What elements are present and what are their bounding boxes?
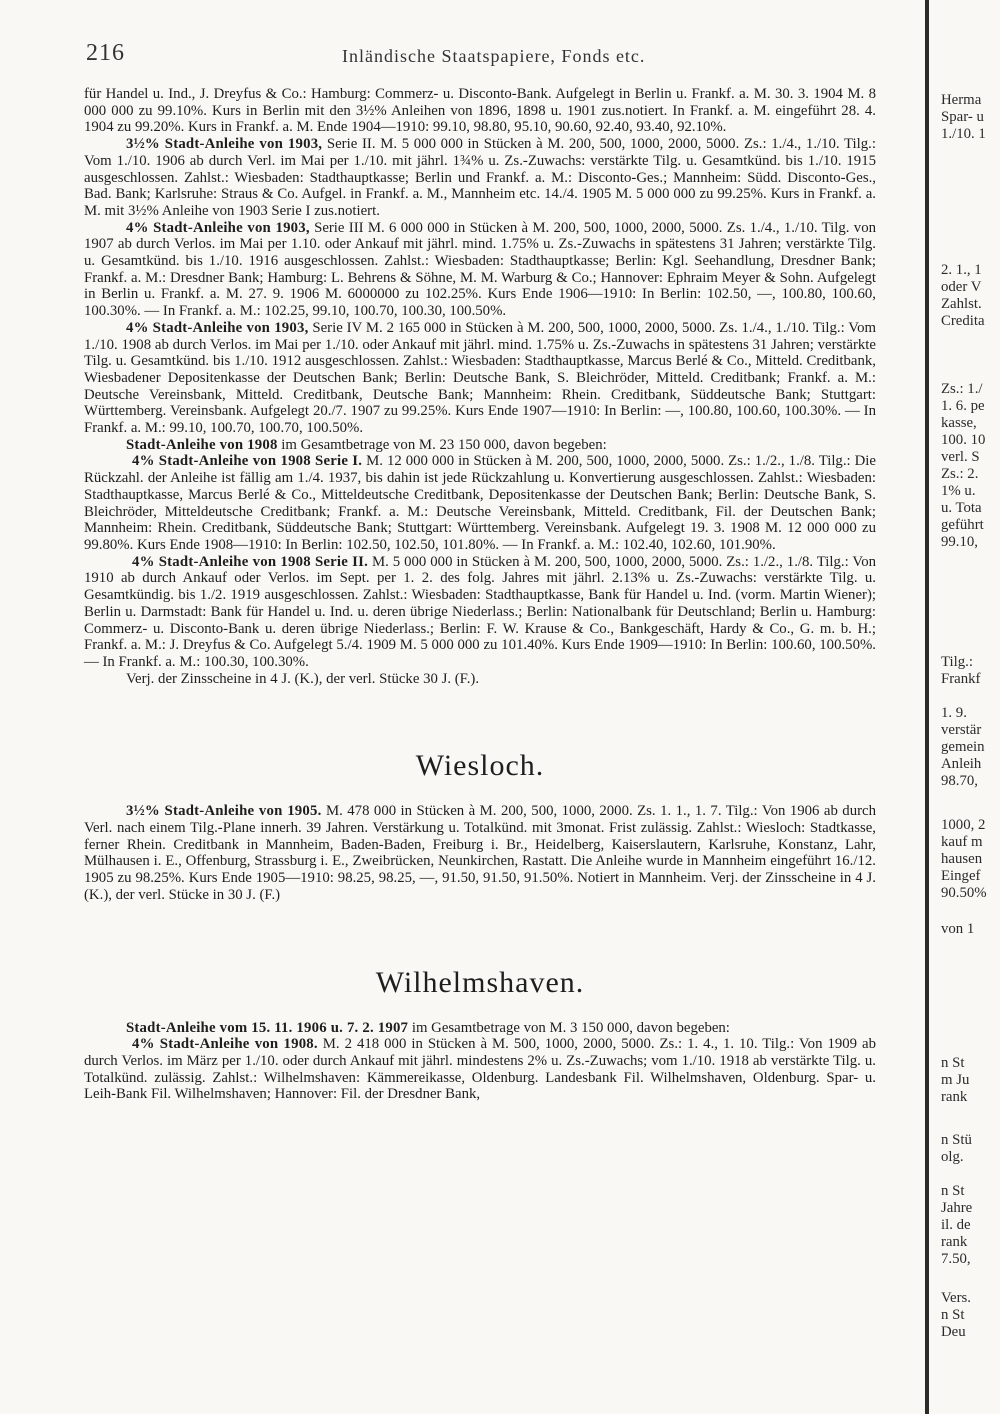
right-column-fragment: Tilg.: — [941, 654, 973, 670]
right-column-fragment: 7.50, — [941, 1251, 971, 1267]
text-run: im Gesamtbetrage von M. 23 150 000, davon begeben: — [277, 436, 607, 453]
city-heading: Wilhelmshaven. — [375, 965, 585, 999]
right-column-fragment: rank — [941, 1089, 968, 1105]
right-column-fragment: kauf m — [941, 834, 983, 850]
text-paragraph — [84, 136, 876, 220]
text-paragraph — [84, 453, 876, 553]
right-column-fragment: n St — [941, 1307, 965, 1323]
right-column-fragment: Spar- u — [941, 109, 984, 125]
right-column-fragment: Vers. — [941, 1290, 971, 1306]
right-column-fragment: n Stü — [941, 1132, 972, 1148]
text-run: für Handel u. Ind., J. Dreyfus & Co.: Hamburg: Commerz- u. Disconto-Bank. Aufgelegt in Berlin u. Frankf. a. M. 30. 3. 1904 M. 8 000 000 zu 99.10%. Kurs in Berlin mit den 3½% Anleihen von 1896, 1898 u. 1901 zus.notiert. In Frankf. a. M. eingeführt 28. 4. 1904 zu 99.20%. Kurs in Frankf. a. M. Ende 1904—1910: 99.10, 98.80, 95.10, 90.60, 92.40, 93.40, 92.10%. — [84, 86, 876, 136]
right-column-fragment: rank — [941, 1234, 968, 1250]
right-column-fragment: 1. 6. pe — [941, 398, 985, 414]
right-column-fragment: Eingef — [941, 868, 981, 884]
text-paragraph — [84, 220, 876, 320]
right-column-fragment: Herma — [941, 92, 982, 108]
text-run: M. 478 000 in Stücken à M. 200, 500, 1000, 2000. Zs. 1. 1., 1. 7. Tilg.: Von 1906 ab durch Verl. nach einem Tilg.-Plane innerh. 39 Jahren. Verstärkung u. Totalkünd. mit 3monat. Frist zulässig. Zahlst.: Wiesloch: Stadtkasse, ferner Rhein. Creditbank in Mannheim, Baden-Baden, Freiburg i. Br., Heidelberg, Kaiserslautern, Karlsruhe, Konstanz, Lahr, Mülhausen i. E., Offenburg, Strassburg i. E., Zweibrücken, Neunkirchen, Rastatt. Die Anleihe wurde in Mannheim eingeführt 16./12. 1905 zu 98.25%. Kurs Ende 1905—1910: 98.25, 98.25, —, 91.50, 91.50, 91.50%. Notiert in Mannheim. Verj. der Zinsscheine in 4 J. (K.), der verl. Stücke in 30 J. (F.) — [84, 803, 876, 903]
text-run: M. 12 000 000 in Stücken à M. 200, 500, 1000, 2000, 5000. Zs.: 1./2., 1./8. Tilg.: Die Rückzahl. der Anleihe ist fällig am 1./4. 1937, bis dahin ist jede Rückzahlung u. Konvertierung ausgeschlossen. Zahlst.: Wiesbaden: Stadthauptkasse, Marcus Berlé & Co., Mitteldeutsche Creditbank, Depositenkasse der Deutschen Bank; Berlin: Deutsche Bank, S. Bleichröder, Mitteldeutsche Creditbank; Frankf. a. M.: Deutsche Vereinsbank, Mitteld. Creditbank, Fil. der Deutschen Bank; Mannheim: Rhein. Creditbank, Süddeutsche Bank; Stuttgart: Württemberg. Vereinsbank. Aufgelegt 19. 3. 1908 M. 12 000 000 zu 99.80%. Kurs Ende 1908—1910: In Berlin: 102.50, 102.50, 101.80%. — In Frankf. a. M.: 102.40, 102.60, 101.90%. — [84, 453, 876, 553]
page-header — [86, 40, 666, 70]
right-column-fragment: Deu — [941, 1324, 966, 1340]
right-column-fragment: il. de — [941, 1217, 971, 1233]
main-text-column — [84, 86, 876, 1103]
right-column-fragment: Anleih — [941, 756, 982, 772]
right-column-fragment: 1% u. — [941, 483, 976, 499]
column-divider — [925, 0, 929, 1414]
right-column-fragment: Zahlst. — [941, 296, 982, 312]
bond-title: 4% Stadt-Anleihe von 1903, — [126, 319, 309, 336]
right-column-fragment: Zs.: 1./ — [941, 381, 983, 397]
bond-title: 4% Stadt-Anleihe von 1908. — [132, 1036, 318, 1053]
bond-title: 3½% Stadt-Anleihe von 1903, — [126, 136, 323, 153]
right-column-fragment: 1. 9. — [941, 705, 967, 721]
bond-title: Stadt-Anleihe von 1908 — [126, 436, 278, 453]
text-run: M. 2 418 000 in Stücken à M. 500, 1000, 2000, 5000. Zs.: 1. 4., 1. 10. Tilg.: Von 1909 ab durch Verlos. im März per 1./10. oder durch Ankauf mit jährl. mindestens 2% u. Zs.-Zuwachs; vom 1./10. 1918 ab verstärkte Tilg. u. Totalkünd. zulässig. Zahlst.: Wilhelmshaven: Kämmereikasse, Oldenburg. Landesbank Fil. Wilhelmshaven, Oldenburg. Spar- u. Leih-Bank Fil. Wilhelmshaven; Hannover: Fil. der Dresdner Bank, — [84, 1036, 876, 1103]
right-column-fragment: Jahre — [941, 1200, 973, 1216]
right-column-fragment: Frankf — [941, 671, 981, 687]
text-run: Serie IV M. 2 165 000 in Stücken à M. 200, 500, 1000, 2000, 5000. Zs. 1./4., 1./10. Tilg.: Vom 1./10. 1908 ab durch Verlos. im Mai per 1./10. oder Ankauf mit jährl. mind. 1.75% u. Zs.-Zuwachs in spätestens 31 Jahren; verstärkte Tilg. u. Gesamtkünd. bis 1./10. 1912 ausgeschlossen. Zahlst.: Wiesbaden: Stadthauptkasse, Marcus Berlé & Co., Mitteld. Creditbank, Wiesbadener Depositenkasse der Deutschen Bank; Berlin: Deutsche Bank, S. Bleichröder, Mitteld. Creditbank; Frankf. a. M.: Deutsche Vereinsbank, Mitteld. Creditbank, Deutsche Bank; Mannheim: Rhein. Creditbank, Süddeutsche Bank; Stuttgart: Württemberg. Vereinsbank. Aufgelegt 20./7. 1907 zu 99.25%. Kurs Ende 1907—1910: In Berlin: —, 100.80, 100.60, 100.30%. — In Frankf. a. M.: 99.10, 100.70, 100.70, 100.50%. — [84, 319, 876, 437]
right-column-fragment: verstär — [941, 722, 982, 738]
text-paragraph — [84, 1020, 876, 1037]
right-column-fragment: 100. 10 — [941, 432, 986, 448]
right-column-fragment: n St — [941, 1183, 965, 1199]
right-column-fragment: n St — [941, 1055, 965, 1071]
bond-title: 4% Stadt-Anleihe von 1908 Serie I. — [132, 453, 363, 470]
right-column-fragment: geführt — [941, 517, 984, 533]
right-column-fragment: u. Tota — [941, 500, 982, 516]
text-run: Serie III M. 6 000 000 in Stücken à M. 200, 500, 1000, 2000, 5000. Zs. 1./4., 1./10. Tilg. von 1907 ab durch Verlos. im Mai per 1.10. oder Ankauf mit jährl. mind. 1.75% u. Zs.-Zuwachs in spätestens 31 Jahren; verstärkte Tilg. u. Gesamtkünd. bis 1./10. 1916 ausgeschlossen. Zahlst.: Wiesbaden: Stadthauptkasse; Berlin: Kgl. Seehandlung, Dresdner Bank; Frankf. a. M.: Dresdner Bank; Hamburg: L. Behrens & Söhne, M. M. Warburg & Co.; Hannover: Ephraim Meyer & Sohn. Aufgelegt in Berlin u. Frankf. a. M. 27. 9. 1906 M. 6000000 zu 102.25%. Kurs Ende 1906—1910: In Berlin: 102.50, —, 100.80, 100.60, 100.30%. — In Frankf. a. M.: 102.25, 99.10, 100.70, 100.30, 100.50%. — [84, 219, 876, 320]
text-run: Verj. der Zinsscheine in 4 J. (K.), der verl. Stücke 30 J. (F.). — [126, 670, 480, 687]
city-heading: Wiesloch. — [415, 749, 545, 783]
right-column-fragment: verl. S — [941, 449, 980, 465]
bond-title: 4% Stadt-Anleihe von 1903, — [126, 219, 310, 236]
page-number: 216 — [86, 40, 125, 66]
right-column-fragment: oder V — [941, 279, 982, 295]
text-paragraph — [84, 554, 876, 671]
right-column-fragment: 1./10. 1 — [941, 126, 986, 142]
text-paragraph — [84, 437, 876, 454]
text-paragraph — [84, 1036, 876, 1103]
bond-title: Stadt-Anleihe vom 15. 11. 1906 u. 7. 2. 1907 — [126, 1019, 409, 1036]
right-column-fragment: 99.10, — [941, 534, 978, 550]
right-column-cropped — [941, 0, 1000, 1414]
right-column-fragment: gemein — [941, 739, 985, 755]
right-column-fragment: 1000, 2 — [941, 817, 986, 833]
right-column-fragment: Credita — [941, 313, 985, 329]
right-column-fragment: von 1 — [941, 921, 975, 937]
right-column-fragment: 98.70, — [941, 773, 978, 789]
right-column-fragment: 90.50% — [941, 885, 987, 901]
text-paragraph — [84, 320, 876, 437]
bond-title: 4% Stadt-Anleihe von 1908 Serie II. — [132, 553, 368, 570]
text-paragraph — [84, 671, 876, 688]
text-paragraph — [84, 803, 876, 903]
running-title: Inländische Staatspapiere, Fonds etc. — [342, 46, 646, 66]
right-column-fragment: 2. 1., 1 — [941, 262, 982, 278]
text-run: im Gesamtbetrage von M. 3 150 000, davon begeben: — [408, 1019, 730, 1036]
right-column-fragment: m Ju — [941, 1072, 970, 1088]
right-column-fragment: Zs.: 2. — [941, 466, 979, 482]
right-column-fragment: kasse, — [941, 415, 977, 431]
text-run: Serie II. M. 5 000 000 in Stücken à M. 200, 500, 1000, 2000, 5000. Zs.: 1./4., 1./10. Tilg.: Vom 1./10. 1906 ab durch Verl. im Mai per 1./10. mit jährl. 1¾% u. Zs.-Zuwachs: verstärkte Tilg. u. Gesamtkünd. bis 1./10. 1915 ausgeschlossen. Zahlst.: Wiesbaden: Stadthauptkasse; Berlin und Frankf. a. M.: Disconto-Ges.; Mannheim: Südd. Disconto-Ges., Bad. Bank; Karlsruhe: Straus & Co. Aufgel. in Frankf. a. M., Mannheim etc. 14./4. 1905 M. 5 000 000 zu 99.25%. Kurs in Frankf. a. M. mit 3½% Anleihe von 1903 Serie I zus.notiert. — [84, 136, 876, 219]
text-paragraph — [84, 86, 876, 136]
text-run: M. 5 000 000 in Stücken à M. 200, 500, 1000, 2000, 5000. Zs.: 1./2., 1./8. Tilg.: Von 1910 ab durch Ankauf oder Verlos. im Sept. per 1. 2. des folg. Jahres mit jährl. 2.13% u. Zs.-Zuwachs: verstärkte Tilg. u. Gesamtkündig. bis 1./2. 1919 ausgeschlossen. Zahlst.: Wiesbaden: Stadthauptkasse, Bank für Handel u. Ind. (vorm. Martin Wiener); Berlin u. Darmstadt: Bank für Handel u. Ind. u. deren übrige Niederlass.; Berlin: Nationalbank für Deutschland; Berlin u. Hamburg: Commerz- u. Disconto-Bank u. deren übrige Niederlass.; Berlin: F. W. Krause & Co., Bankgeschäft, Hardy & Co., G. m. b. H.; Frankf. a. M.: J. Dreyfus & Co. Aufgelegt 5./4. 1909 M. 5 000 000 zu 101.40%. Kurs Ende 1909—1910: In Berlin: 100.60, 100.50%. — In Frankf. a. M.: 100.30, 100.30%. — [84, 553, 876, 670]
bond-title: 3½% Stadt-Anleihe von 1905. — [126, 803, 322, 820]
right-column-fragment: hausen — [941, 851, 983, 867]
right-column-fragment: olg. — [941, 1149, 964, 1165]
